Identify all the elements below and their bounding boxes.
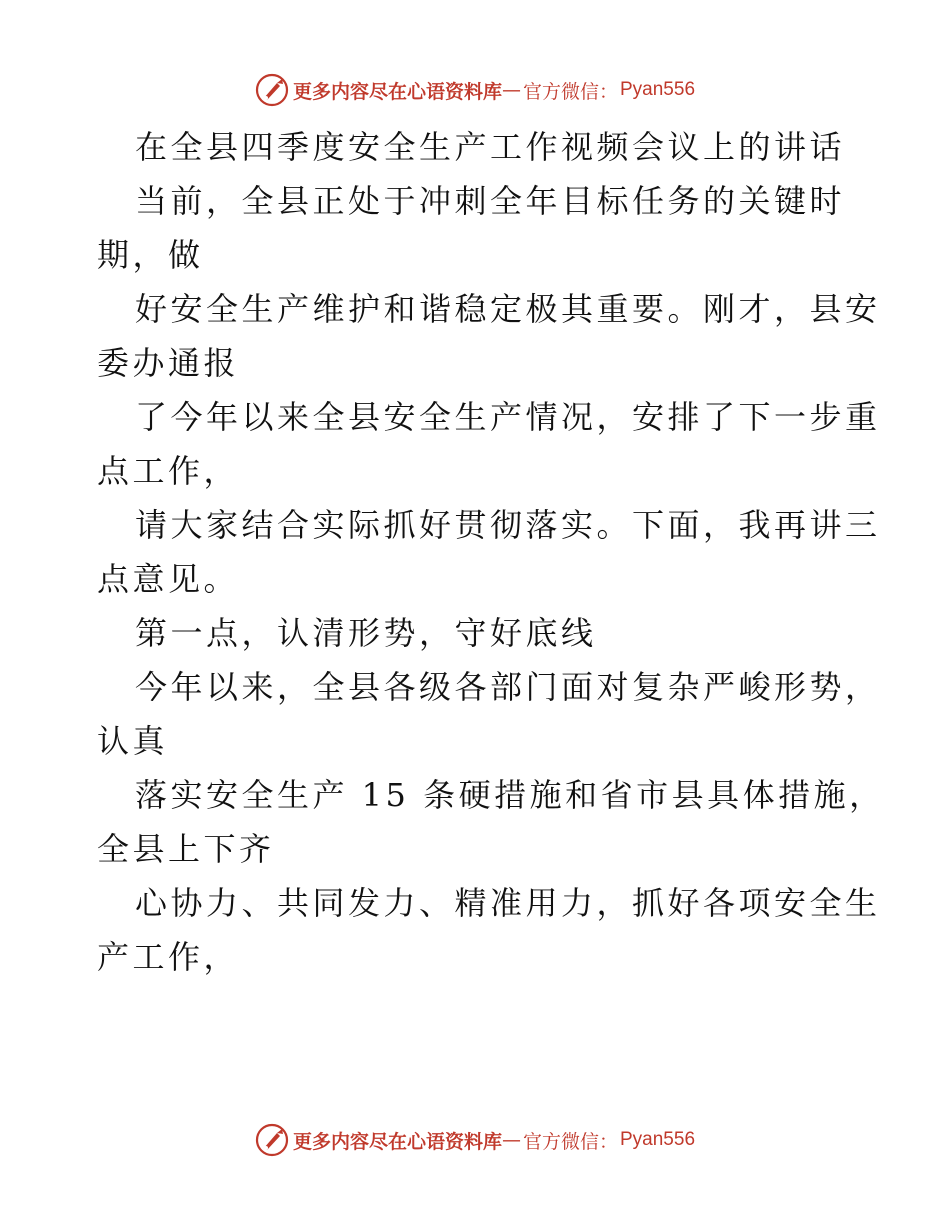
banner-separator: — xyxy=(501,1129,521,1151)
feather-pen-logo-icon xyxy=(255,73,289,107)
paragraph-line: 产工作， xyxy=(97,938,240,976)
banner-wechat-id: Pyan556 xyxy=(620,79,696,100)
banner-site-name: 更多内容尽在心语资料库 xyxy=(292,80,502,103)
paragraph-line: 期，做 xyxy=(97,236,204,274)
banner-separator: — xyxy=(501,79,521,101)
paragraph-line: 委办通报 xyxy=(97,344,240,382)
feather-pen-logo-icon xyxy=(255,1123,289,1157)
banner-wechat-id: Pyan556 xyxy=(620,1129,696,1150)
document-title: 在全县四季度安全生产工作视频会议上的讲话 xyxy=(135,128,846,166)
paragraph-line: 全县上下齐 xyxy=(97,830,275,868)
paragraph-line: 点意见。 xyxy=(97,560,240,598)
paragraph-line: 了今年以来全县安全生产情况，安排了下一步重 xyxy=(135,398,881,436)
paragraph-line: 心协力、共同发力、精准用力，抓好各项安全生 xyxy=(135,884,881,922)
paragraph-line: 认真 xyxy=(97,722,169,760)
footer-banner xyxy=(0,1120,950,1160)
section-heading: 第一点，认清形势，守好底线 xyxy=(135,614,597,652)
paragraph-line: 点工作， xyxy=(97,452,240,490)
header-banner xyxy=(0,70,950,110)
banner-wechat-label: 官方微信： xyxy=(522,1130,618,1153)
banner-wechat-label: 官方微信： xyxy=(522,80,618,103)
paragraph-line: 请大家结合实际抓好贯彻落实。下面，我再讲三 xyxy=(135,506,881,544)
paragraph-line: 落实安全生产 15 条硬措施和省市县具体措施， xyxy=(135,776,885,814)
paragraph-line: 今年以来，全县各级各部门面对复杂严峻形势， xyxy=(135,668,881,706)
paragraph-line: 当前，全县正处于冲刺全年目标任务的关键时 xyxy=(135,182,846,220)
document-body xyxy=(97,120,885,984)
paragraph-line: 好安全生产维护和谐稳定极其重要。刚才，县安 xyxy=(135,290,881,328)
banner-site-name: 更多内容尽在心语资料库 xyxy=(292,1130,502,1153)
